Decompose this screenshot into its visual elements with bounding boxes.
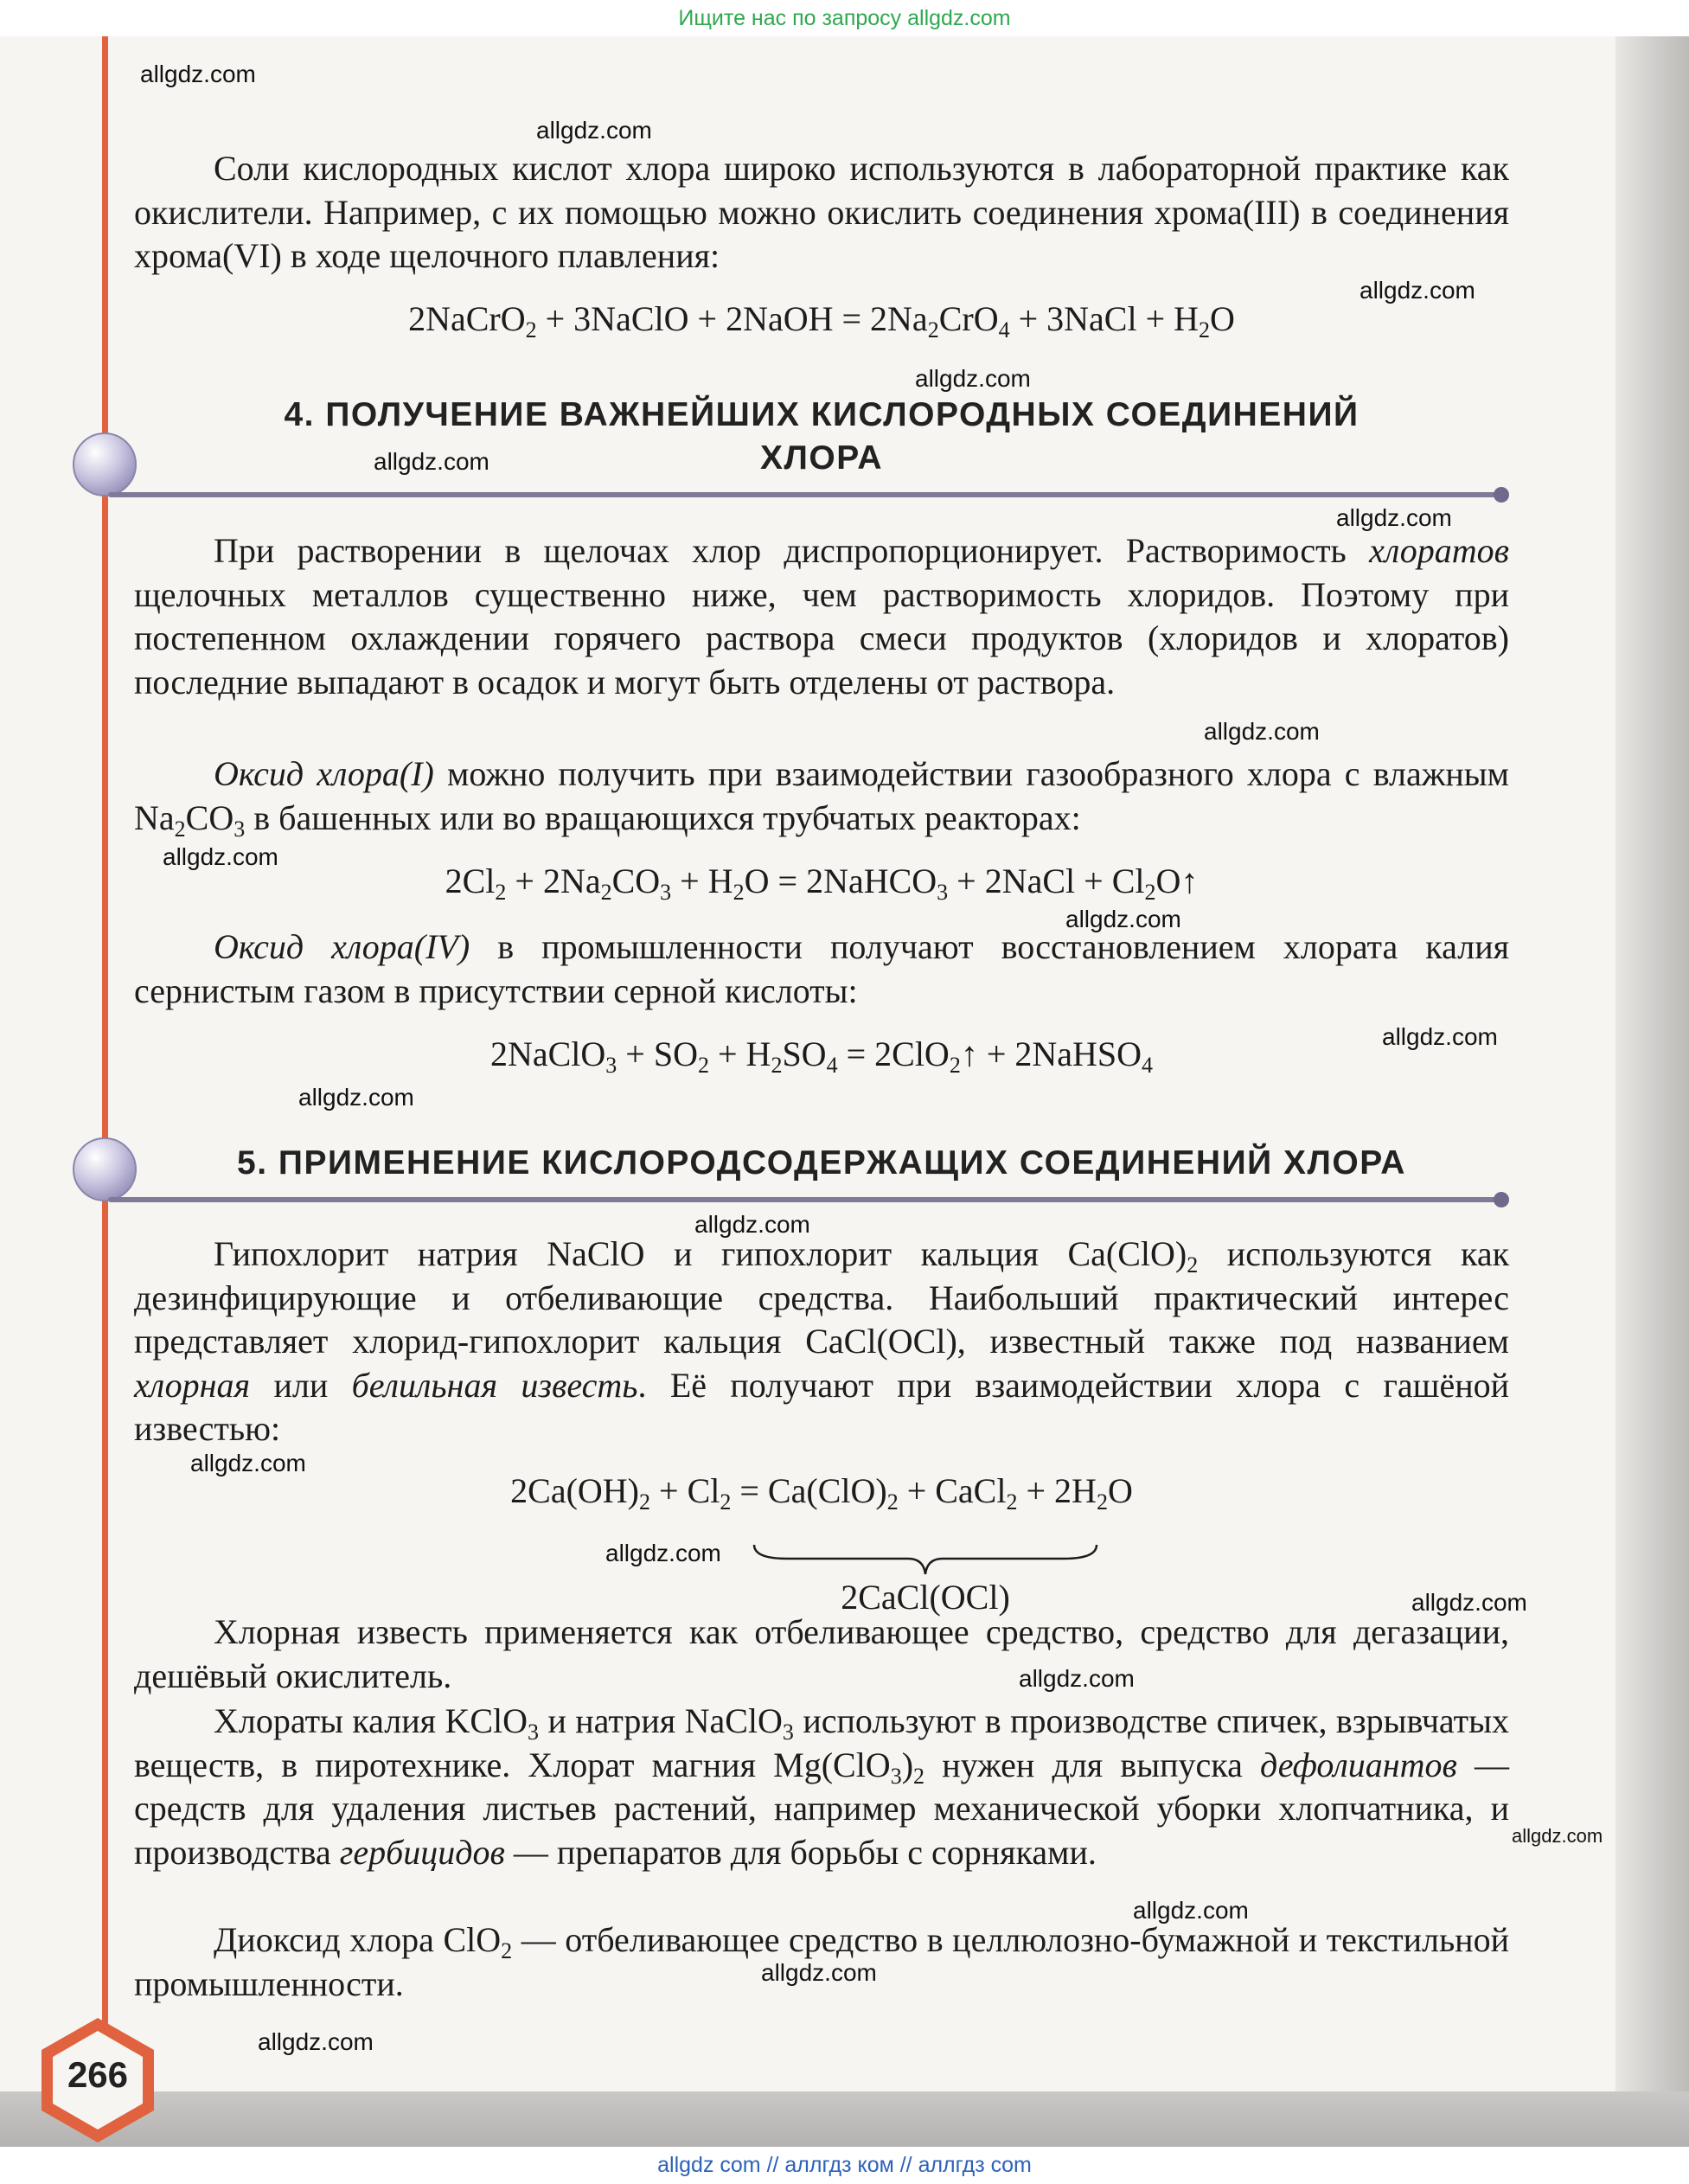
watermark: allgdz.com [1411, 1589, 1527, 1616]
section-4-rule [108, 492, 1500, 497]
watermark: allgdz.com [761, 1959, 877, 1986]
top-banner[interactable]: Ищите нас по запросу allgdz.com [0, 0, 1689, 36]
watermark: allgdz.com [1360, 277, 1475, 304]
watermark: allgdz.com [190, 1450, 306, 1476]
section-5-heading: 5. ПРИМЕНЕНИЕ КИСЛОРОДСОДЕРЖАЩИХ СОЕДИНЕНИЙ ХЛОРА [237, 1144, 1406, 1182]
watermark: allgdz.com [1019, 1665, 1135, 1692]
s5-paragraph-3: Хлораты калия KClO$_3$ и натрия NaClO$_3$ используют в производстве спичек, взрывчатых веществ, в пиротехнике. Хлорат магния $Mg(ClO_3)_2$ нужен для выпуска дефолиантов — средств для удаления листьев растений, например механической уборки хлопчатника, и производства гербицидов — препаратов для борьбы с сорняками. [134, 1701, 1510, 1872]
section-bullet [73, 1137, 137, 1201]
watermark: allgdz.com [605, 1540, 721, 1566]
term-oxide-i: Оксид хлора(I) [214, 754, 434, 793]
watermark: allgdz.com [1065, 906, 1181, 932]
equation-cl2o: $2Cl_2 + 2Na_2CO_3 + H_2O$ = 2NaHCO$_3$ + 2NaCl + $Cl_2O↑$ [445, 861, 1199, 905]
watermark: allgdz.com [1336, 504, 1452, 531]
page-number: 266 [67, 2054, 129, 2095]
brace-label: 2CaCl(OCl) [841, 1578, 1010, 1617]
term-oxide-iv: Оксид хлора(IV) [214, 927, 470, 966]
section-bullet [73, 432, 137, 496]
page-spine-shadow [1615, 36, 1689, 2147]
s5-paragraph-1: Гипохлорит натрия NaClO и гипохлорит кальция $Ca(ClO)_2$ используются как дезинфицирующие и отбеливающие средства. Наибольший практический интерес представляет хлорид-гипохлорит кальция CaCl(OCl), известный также под названием хлорная или белильная известь. Её получают при взаимодействии хлора с гашёной известью: [134, 1234, 1510, 1448]
watermark: allgdz.com [374, 448, 489, 475]
term-chlorates: хлоратов [1369, 531, 1509, 570]
watermark: allgdz.com [694, 1211, 810, 1238]
term-bleaching-lime: белильная известь [351, 1365, 638, 1405]
watermark: allgdz.com [258, 2028, 374, 2055]
term-defoliants: дефолиантов [1260, 1745, 1457, 1784]
rule-end-dot [1494, 487, 1509, 503]
watermark: allgdz.com [1512, 1825, 1603, 1847]
s4-paragraph-3: Оксид хлора(IV) в промышленности получают восстановлением хлората калия сернистым газом в присутствии серной кислоты: [134, 927, 1509, 1010]
section-4-heading [134, 394, 1509, 480]
page-bottom-band [0, 2091, 1689, 2147]
term-herbicides: гербицидов [339, 1832, 505, 1872]
s4-paragraph-1: При растворении в щелочах хлор диспропорционирует. Растворимость хлоратов щелочных металлов существенно ниже, чем растворимость хлоридов. Поэтому при постепенном охлаждении горячего раствора смеси продуктов (хлоридов и хлоратов) последние выпадают в осадок и могут быть отделены от раствора. [134, 531, 1509, 701]
section-4-heading-line1: 4. ПОЛУЧЕНИЕ ВАЖНЕЙШИХ КИСЛОРОДНЫХ СОЕДИНЕНИЙ [284, 396, 1360, 433]
watermark: allgdz.com [298, 1084, 414, 1111]
watermark: allgdz.com [536, 117, 652, 144]
rule-end-dot [1494, 1192, 1509, 1207]
watermark: allgdz.com [1133, 1897, 1249, 1924]
margin-line [102, 36, 108, 2034]
watermark: allgdz.com [140, 61, 256, 87]
equation-clo2: 2NaClO$_3$ + $SO_2 + H_2SO_4$ = 2ClO$_2$↑ + 2NaHSO$_4$ [489, 1034, 1154, 1078]
watermark: allgdz.com [163, 843, 278, 870]
s4-paragraph-2: Оксид хлора(I) можно получить при взаимодействии газообразного хлора с влажным $Na_2CO_3$ в башенных или во вращающихся трубчатых реакторах: [134, 754, 1509, 842]
watermark: allgdz.com [1204, 718, 1320, 745]
section-4-heading-line2: ХЛОРА [760, 439, 883, 477]
bottom-banner[interactable]: allgdz com // аллгдз ком // аллгдз com [0, 2147, 1689, 2184]
watermark: allgdz.com [915, 365, 1031, 392]
equation-bleaching-lime: $2Ca(OH)_2 + Cl_2 = Ca(ClO)_2$ + CaCl$_2$ + $2H_2O$ [510, 1471, 1133, 1515]
s5-paragraph-4: Диоксид хлора ClO$_2$ — отбеливающее средство в целлюлозно-бумажной и текстильной промышленности. [134, 1920, 1509, 2003]
term-chlorine-lime: хлорная [134, 1365, 251, 1405]
intro-paragraph: Соли кислородных кислот хлора широко используются в лабораторной практике как окислители. Например, с их помощью можно окислить соединения хрома(III) в соединения хрома(VI) в ходе щелочного плавления: [134, 149, 1509, 275]
s5-paragraph-2: Хлорная известь применяется как отбеливающее средство, средство для дегазации, дешёвый окислитель. [134, 1612, 1509, 1695]
brace [752, 1541, 1098, 1576]
section-5-rule [108, 1197, 1500, 1202]
watermark: allgdz.com [1382, 1023, 1498, 1050]
equation-chromate: 2NaCrO$_2$ + 3NaClO + 2NaOH = $2Na_2CrO_4$ + 3NaCl + $H_2O$ [408, 299, 1235, 343]
